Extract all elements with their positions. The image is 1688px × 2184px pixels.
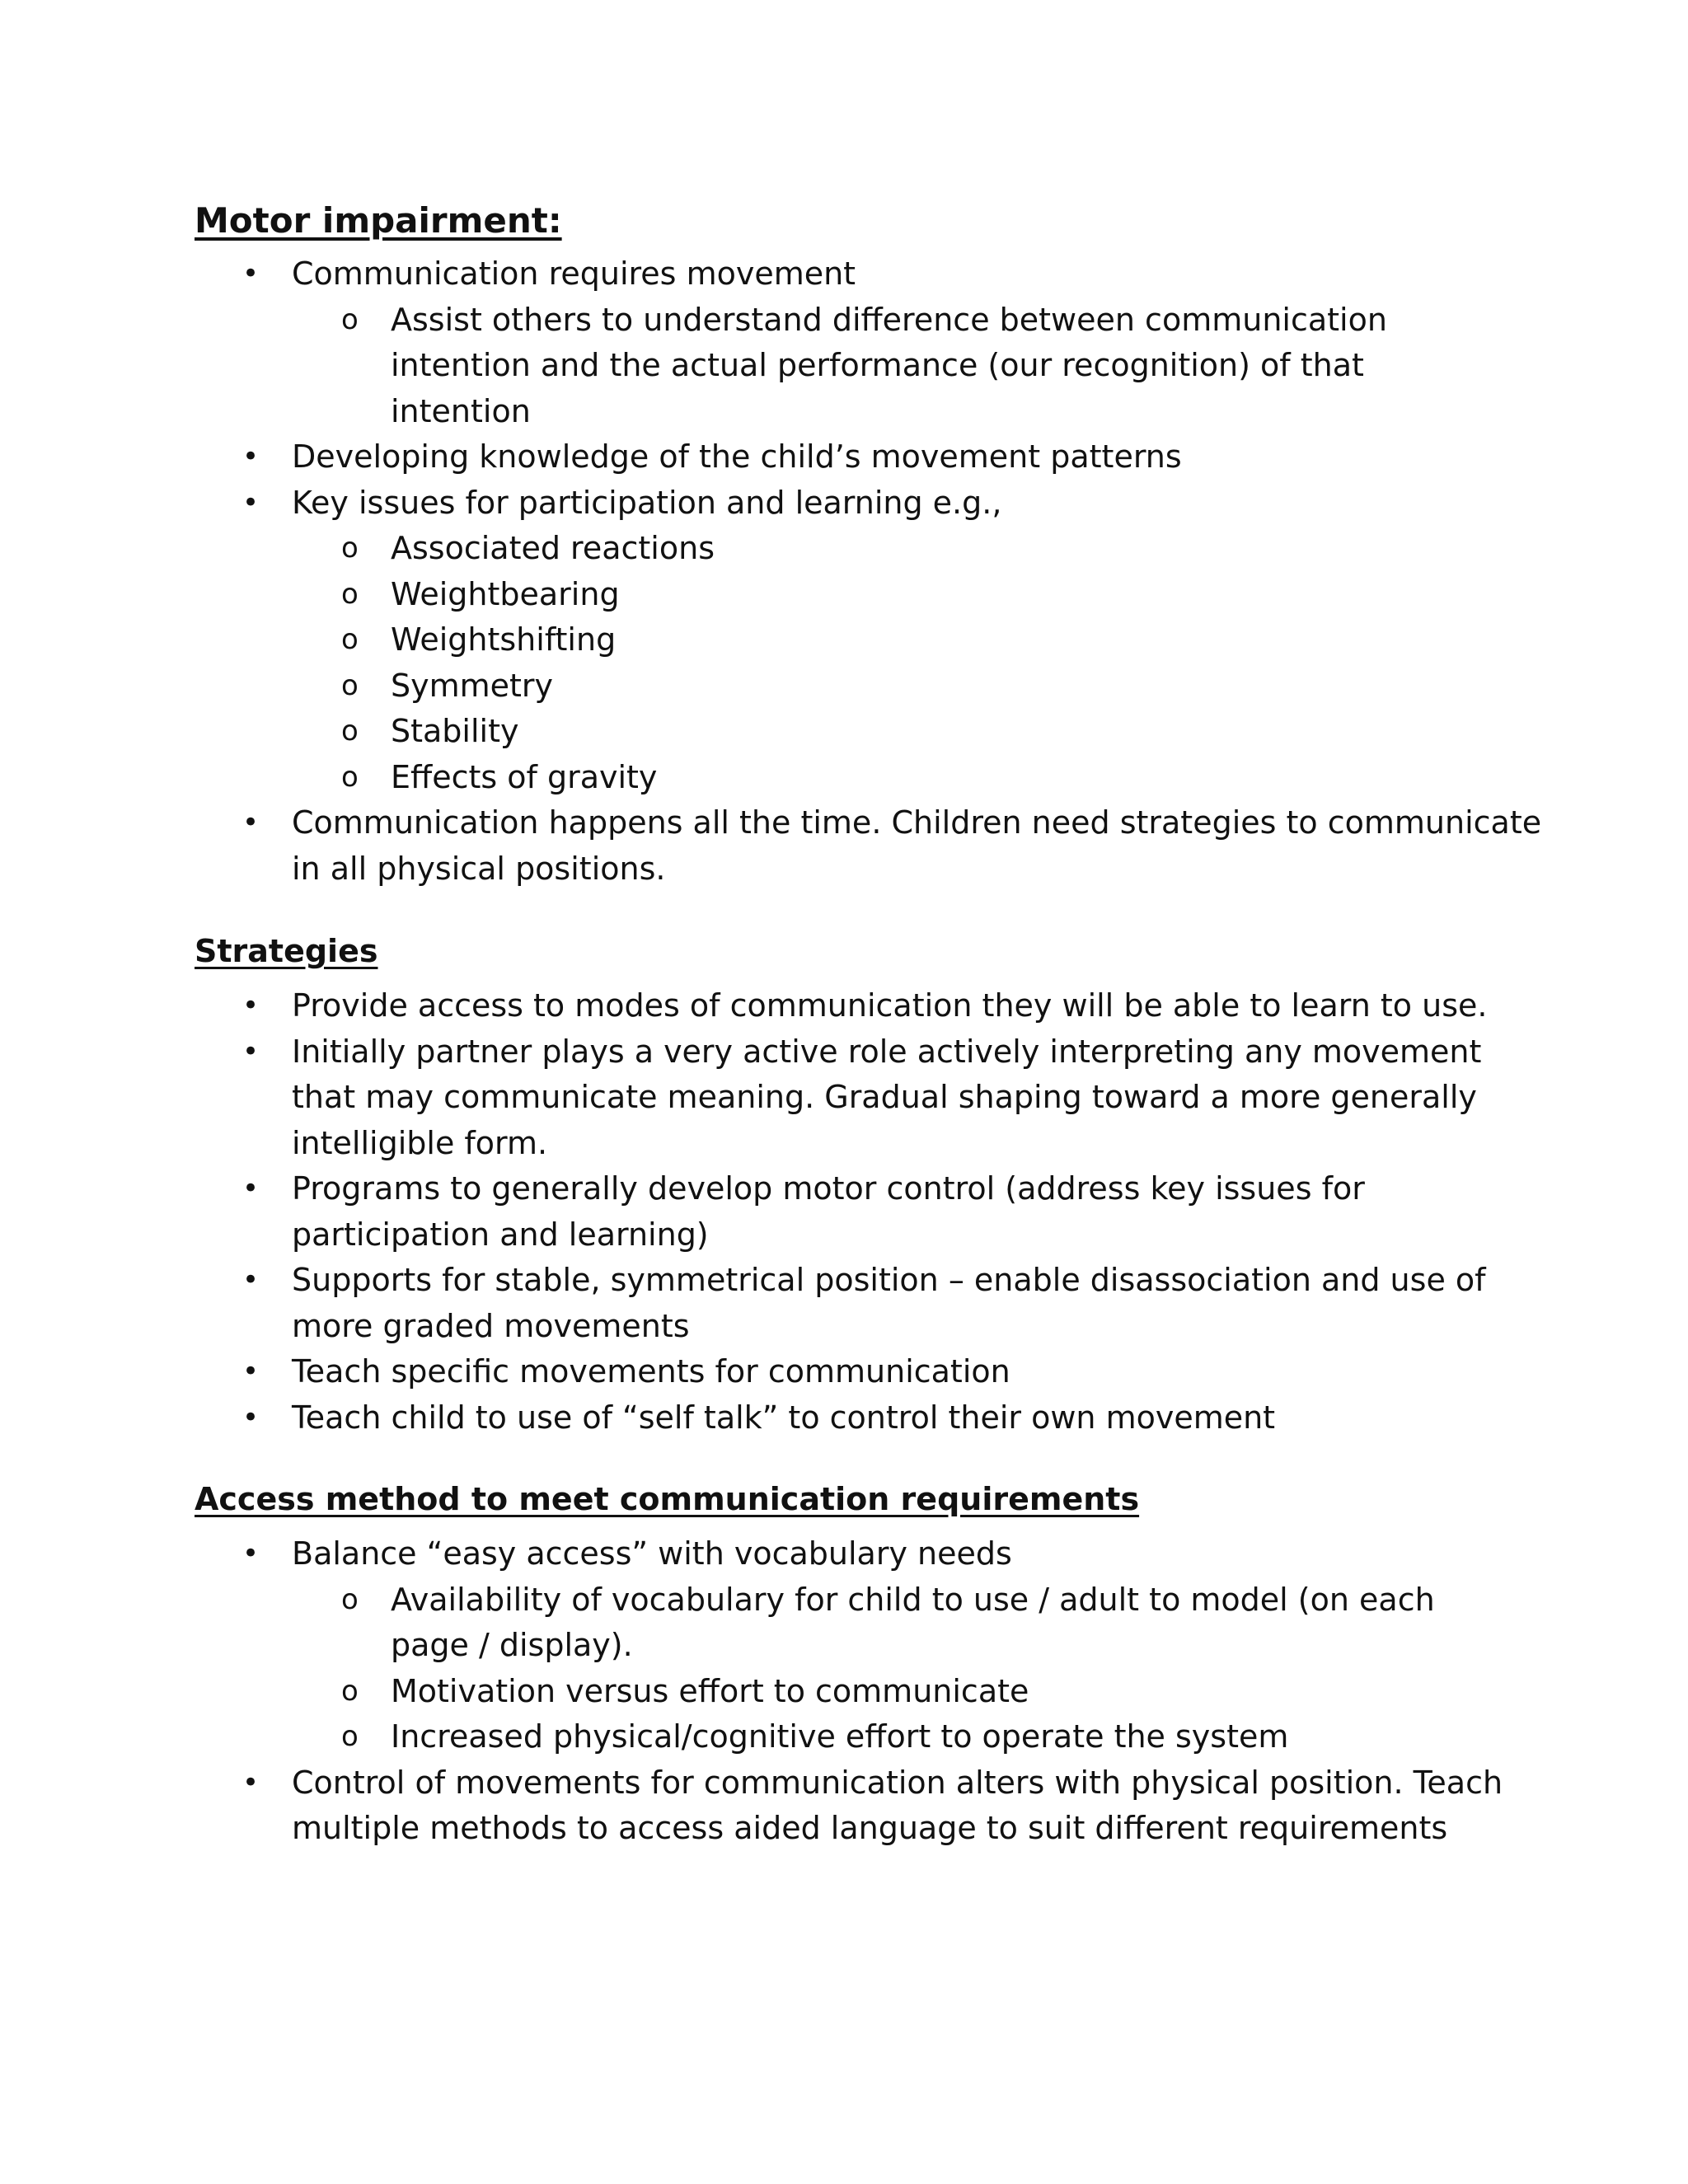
sub-bullet-marker: o [341,577,359,611]
bullet-text-line: Increased physical/cognitive effort to operate the system [391,1718,1289,1755]
bullet-item [0,251,1688,298]
bullet-text-line: intention and the actual performance (our recognition) of that [391,347,1364,383]
bullet-text-line: intention [391,392,531,429]
bullet-marker: • [242,1400,260,1434]
bullet-text-line: Programs to generally develop motor control (address key issues for [292,1170,1365,1207]
bullet-text-line: Symmetry [391,667,554,704]
bullet-marker: • [242,1034,260,1068]
bullet-text-line: Stability [391,713,519,749]
motor-impairment-list [0,251,1688,892]
bullet-text-line: Associated reactions [391,530,715,566]
bullet-text-line: participation and learning) [292,1216,709,1253]
strategies-list [0,983,1688,1441]
sub-bullet-item [0,572,1688,618]
bullet-text-line: Assist others to understand difference between communication [391,301,1387,338]
sub-bullet-item [0,709,1688,755]
bullet-marker: • [242,440,260,473]
bullet-text-line: Developing knowledge of the child’s movement patterns [292,438,1182,475]
bullet-marker: • [242,1765,260,1799]
sub-bullet-item [0,663,1688,710]
bullet-text-line: intelligible form. [292,1124,548,1161]
sub-bullet-marker: o [341,623,359,656]
bullet-item [0,983,1688,1029]
bullet-text-line: Key issues for participation and learning e.g., [292,484,1002,521]
bullet-text-line: Teach specific movements for communication [292,1353,1010,1390]
bullet-text-line: Communication happens all the time. Children need strategies to communicate [292,804,1542,841]
bullet-text-line: Teach child to use of “self talk” to control their own movement [292,1399,1276,1436]
sub-bullet-item [0,526,1688,572]
bullet-text-line: Motivation versus effort to communicate [391,1672,1029,1709]
sub-bullet-marker: o [341,668,359,702]
sub-bullet-marker: o [341,532,359,565]
bullet-item [0,434,1688,480]
section-heading-motor-impairment: Motor impairment: [195,200,562,241]
bullet-text-line: page / display). [391,1627,633,1663]
bullet-marker: • [242,485,260,519]
sub-bullet-marker: o [341,715,359,748]
section-heading-access-method: Access method to meet communication requirements [195,1481,1140,1517]
sub-bullet-marker: o [341,302,359,336]
bullet-text-line: Weightbearing [391,575,620,612]
sub-bullet-item [0,755,1688,801]
bullet-text-line: Initially partner plays a very active role actively interpreting any movement [292,1033,1482,1070]
bullet-text-line: Weightshifting [391,621,617,658]
bullet-text-line: Communication requires movement [292,255,856,292]
bullet-text-line: multiple methods to access aided language to suit different requirements [292,1810,1448,1846]
bullet-marker: • [242,257,260,290]
sub-bullet-marker: o [341,1582,359,1616]
bullet-item [0,1395,1688,1441]
sub-bullet-item [0,1577,1688,1669]
bullet-item [0,1349,1688,1395]
bullet-text-line: Availability of vocabulary for child to use / adult to model (on each [391,1581,1435,1618]
sub-bullet-marker: o [341,1674,359,1708]
bullet-marker: • [242,1263,260,1296]
bullet-text-line: more graded movements [292,1307,690,1344]
section-heading-strategies: Strategies [195,933,378,969]
access-method-list [0,1531,1688,1852]
bullet-marker: • [242,989,260,1022]
sub-bullet-item [0,298,1688,435]
sub-bullet-item [0,1714,1688,1760]
bullet-marker: • [242,1172,260,1205]
bullet-text-line: Provide access to modes of communication they will be able to learn to use. [292,987,1488,1024]
sub-bullet-item [0,617,1688,663]
bullet-item [0,1531,1688,1577]
sub-bullet-marker: o [341,760,359,794]
bullet-marker: • [242,1355,260,1388]
bullet-item [0,480,1688,527]
bullet-text-line: Effects of gravity [391,758,658,795]
sub-bullet-item [0,1669,1688,1715]
bullet-text-line: in all physical positions. [292,850,666,887]
bullet-item [0,800,1688,892]
bullet-marker: • [242,806,260,839]
bullet-text-line: Supports for stable, symmetrical position – enable disassociation and use of [292,1262,1486,1298]
bullet-item [0,1029,1688,1167]
sub-bullet-marker: o [341,1720,359,1753]
bullet-text-line: that may communicate meaning. Gradual shaping toward a more generally [292,1079,1477,1115]
bullet-item [0,1166,1688,1258]
bullet-text-line: Control of movements for communication alters with physical position. Teach [292,1764,1503,1801]
bullet-marker: • [242,1537,260,1570]
bullet-item [0,1760,1688,1852]
bullet-text-line: Balance “easy access” with vocabulary needs [292,1535,1012,1572]
bullet-item [0,1258,1688,1349]
